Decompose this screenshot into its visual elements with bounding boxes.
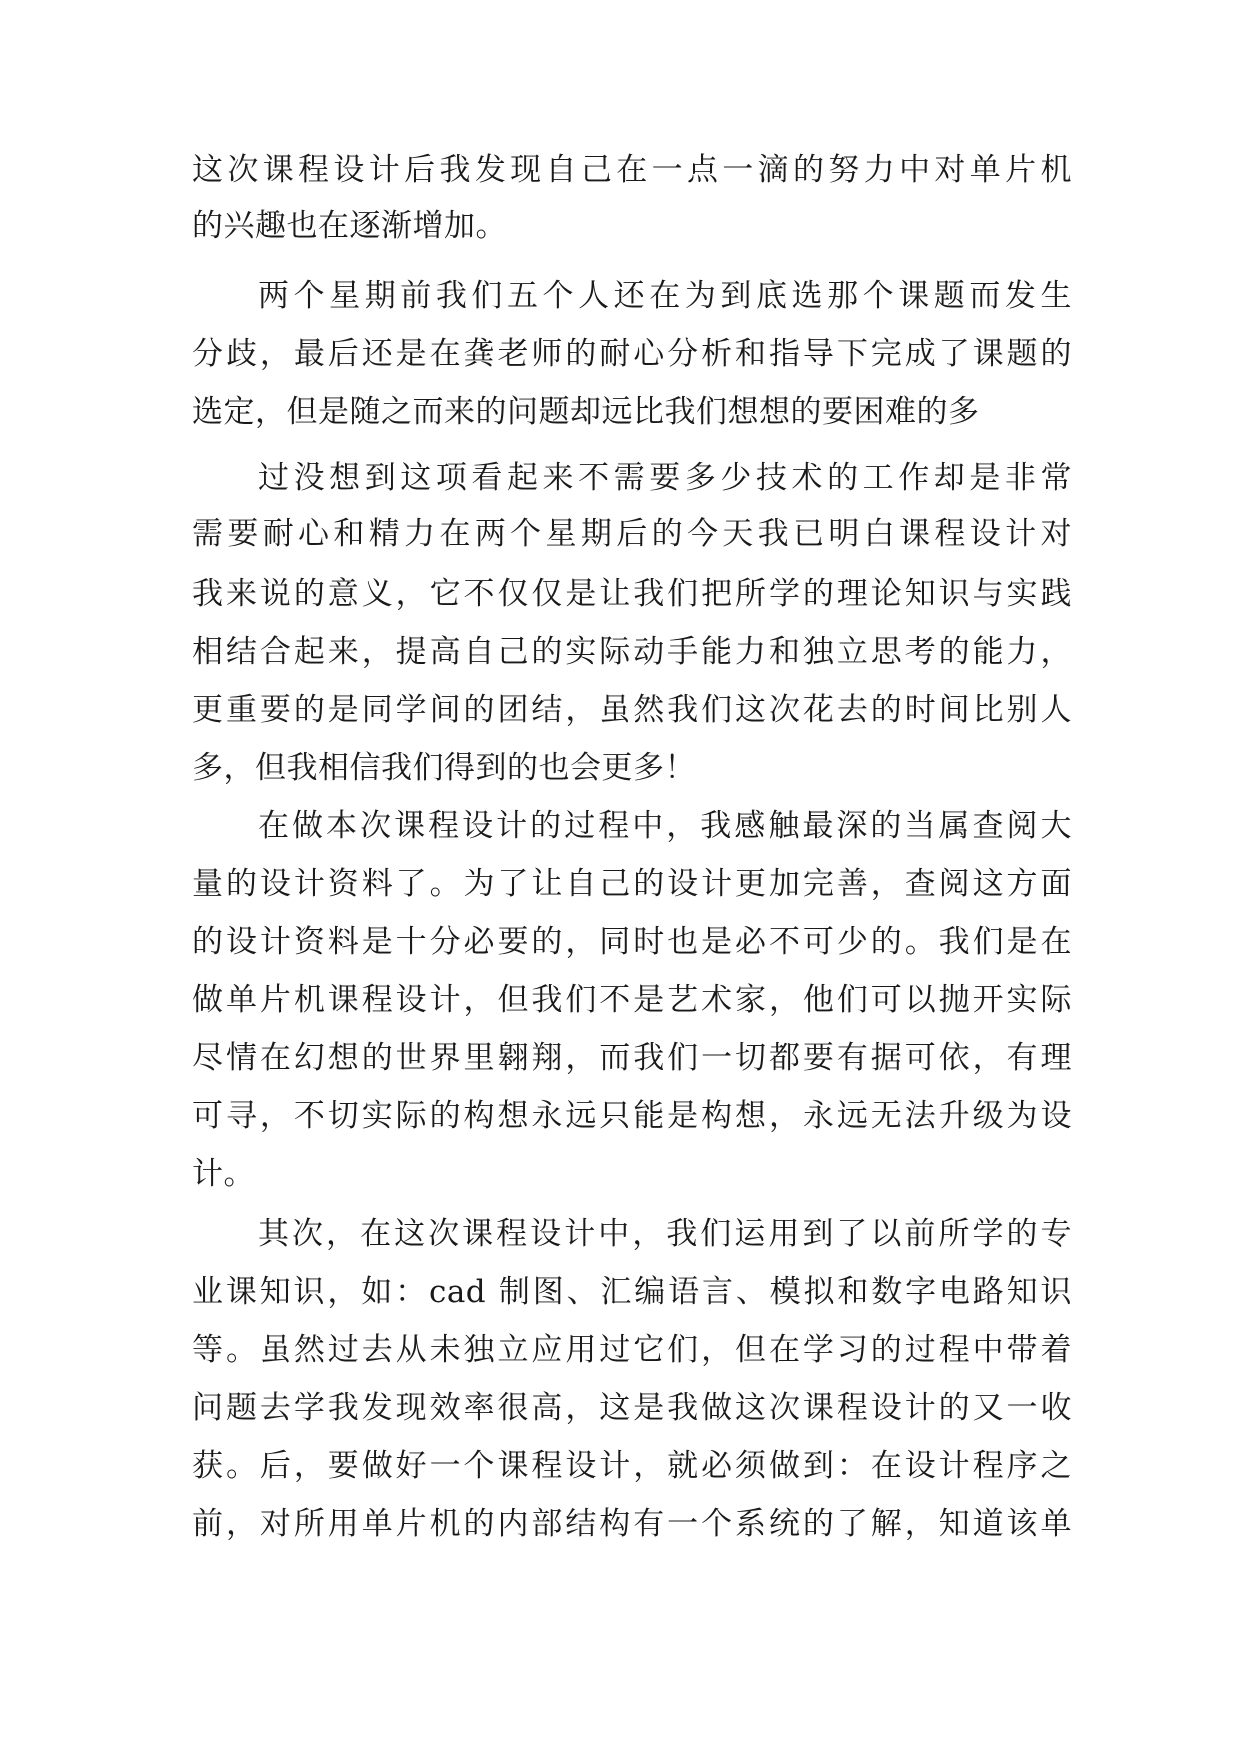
text-line: 选定，但是随之而来的问题却远比我们想想的要困难的多 [192, 394, 980, 430]
text-line: 的兴趣也在逐渐增加。 [192, 208, 507, 244]
text-line: 问题去学我发现效率很高，这是我做这次课程设计的又一收 [192, 1390, 1072, 1426]
text-line: 多，但我相信我们得到的也会更多！ [192, 750, 696, 786]
text-line: 获。后，要做好一个课程设计，就必须做到：在设计程序之 [192, 1448, 1072, 1484]
text-line: 两个星期前我们五个人还在为到底选那个课题而发生 [258, 278, 1072, 314]
text-line: 更重要的是同学间的团结，虽然我们这次花去的时间比别人 [192, 692, 1072, 728]
text-line: 做单片机课程设计，但我们不是艺术家，他们可以抛开实际 [192, 982, 1072, 1018]
text-line: 的设计资料是十分必要的，同时也是必不可少的。我们是在 [192, 924, 1072, 960]
text-line: 计。 [192, 1156, 255, 1192]
text-line: 需要耐心和精力在两个星期后的今天我已明白课程设计对 [192, 516, 1072, 552]
text-line: 可寻，不切实际的构想永远只能是构想，永远无法升级为设 [192, 1098, 1072, 1134]
text-line: 尽情在幻想的世界里翱翔，而我们一切都要有据可依，有理 [192, 1040, 1072, 1076]
text-line: 在做本次课程设计的过程中，我感触最深的当属查阅大 [258, 808, 1072, 844]
text-line: 分歧，最后还是在龚老师的耐心分析和指导下完成了课题的 [192, 336, 1072, 372]
text-line: 我来说的意义，它不仅仅是让我们把所学的理论知识与实践 [192, 576, 1072, 612]
text-line: 这次课程设计后我发现自己在一点一滴的努力中对单片机 [192, 152, 1072, 188]
text-line: 前，对所用单片机的内部结构有一个系统的了解，知道该单 [192, 1506, 1072, 1542]
text-line: 等。虽然过去从未独立应用过它们，但在学习的过程中带着 [192, 1332, 1072, 1368]
text-line: 量的设计资料了。为了让自己的设计更加完善，查阅这方面 [192, 866, 1072, 902]
text-line: 其次，在这次课程设计中，我们运用到了以前所学的专 [258, 1216, 1072, 1252]
text-line: 相结合起来，提高自己的实际动手能力和独立思考的能力， [192, 634, 1072, 670]
text-line: 过没想到这项看起来不需要多少技术的工作却是非常 [258, 460, 1072, 496]
text-line: 业课知识，如：cad 制图、汇编语言、模拟和数字电路知识 [192, 1274, 1072, 1310]
